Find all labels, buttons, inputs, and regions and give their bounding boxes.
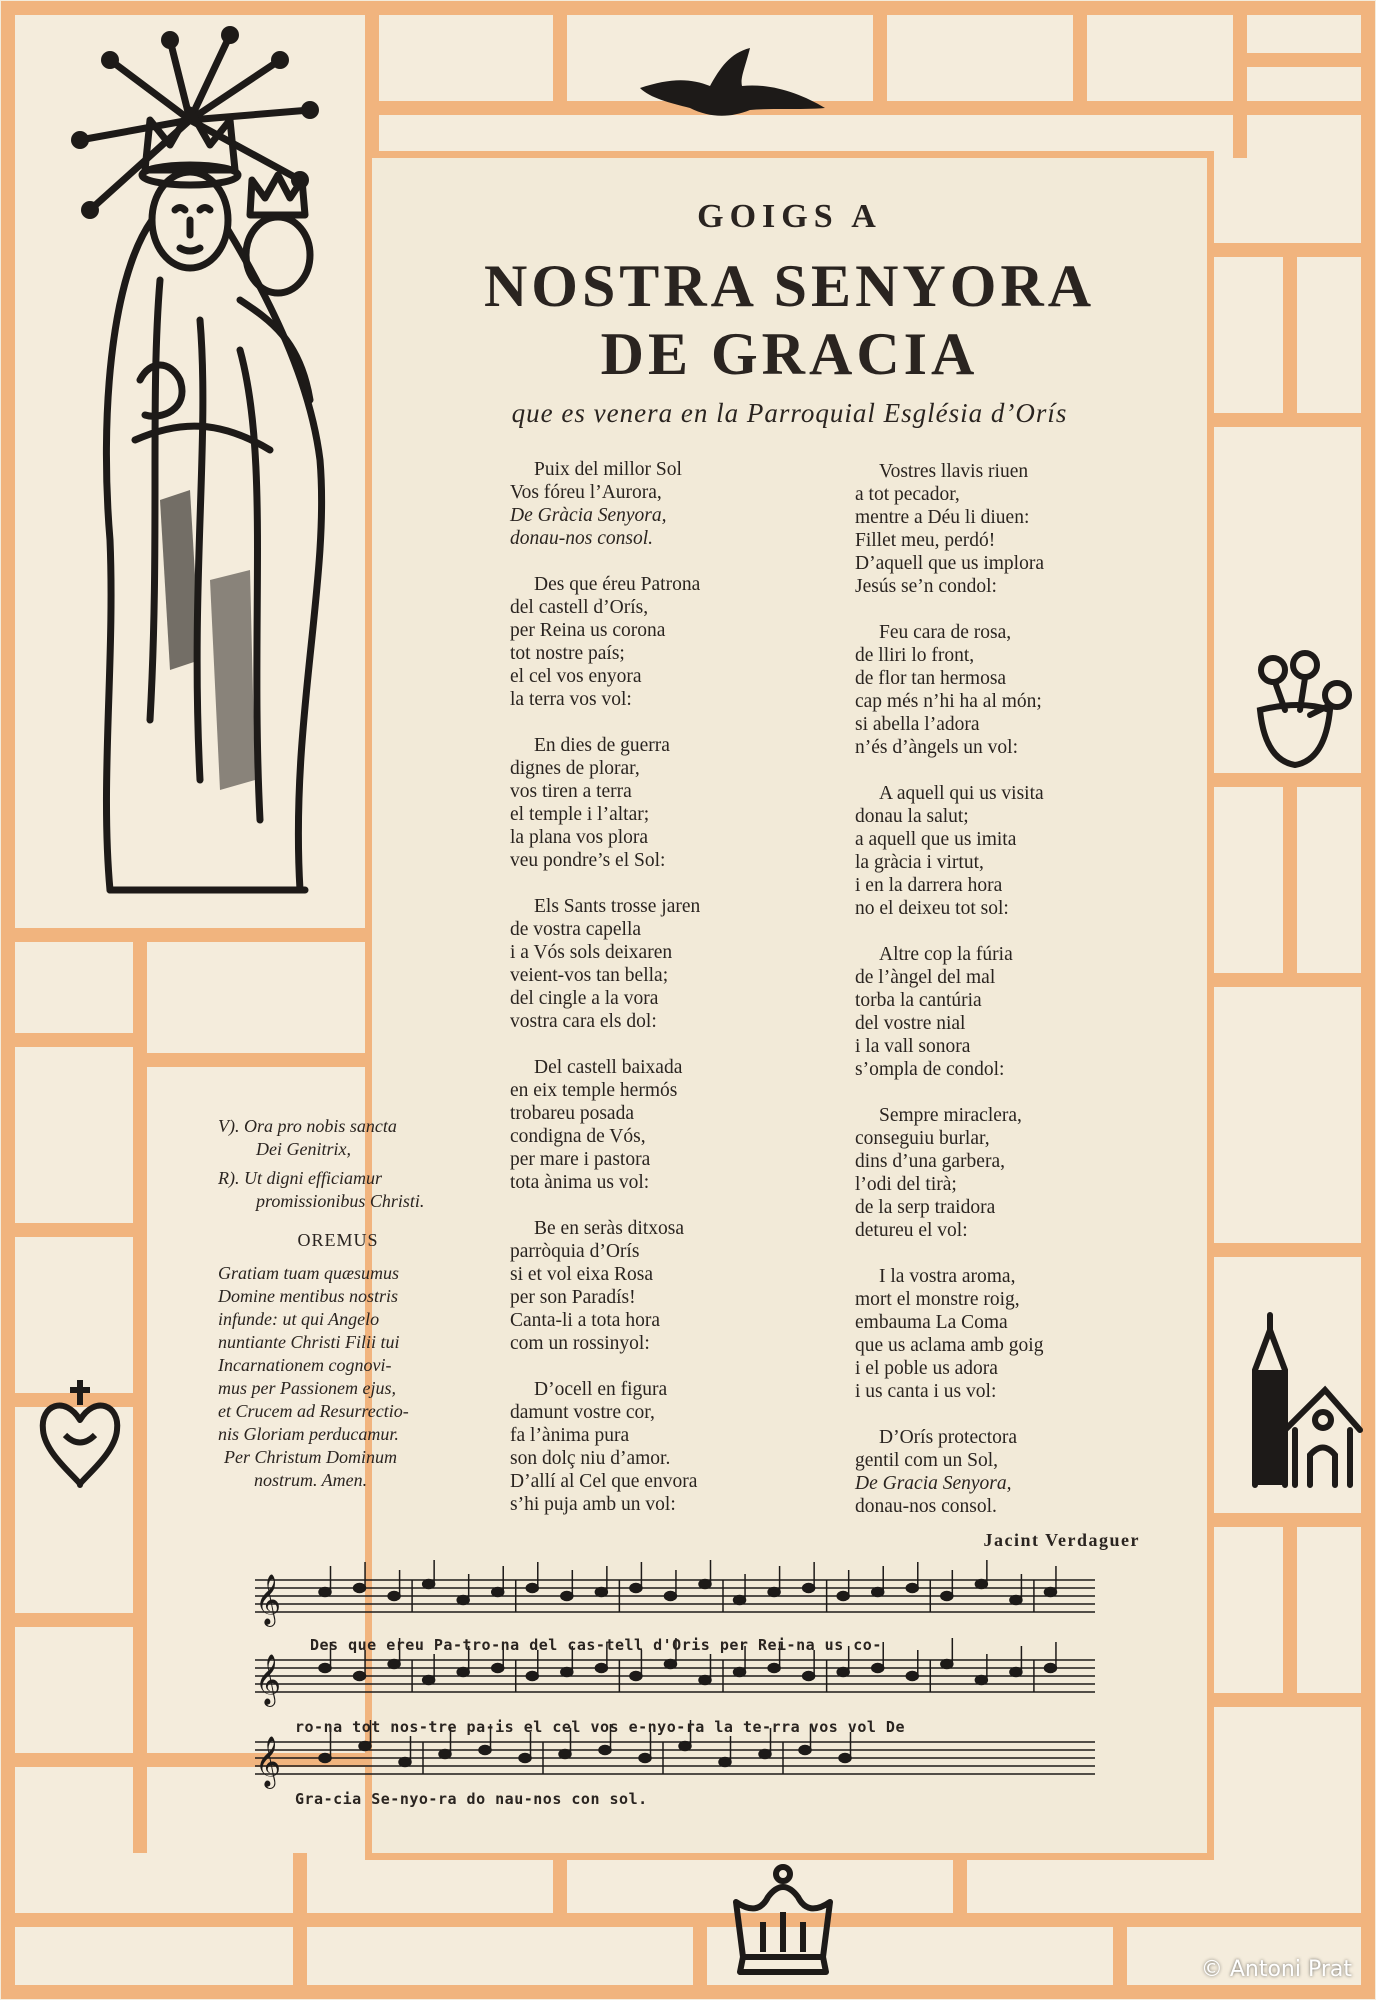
copyright-watermark: © Antoni Prat [1200, 1957, 1352, 1982]
verse-line: de la serp traidora [855, 1197, 996, 1218]
note-head [354, 1584, 366, 1593]
verse-line: per son Paradís! [510, 1287, 636, 1308]
note-head [319, 1664, 331, 1673]
verse-line: gentil com un Sol, [855, 1450, 998, 1471]
note-head [679, 1742, 691, 1751]
versicle [218, 1115, 458, 1161]
prayer-line: Gratiam tuam quæsumus [218, 1263, 400, 1283]
verse-line: D’aquell que us implora [855, 553, 1044, 574]
verse-line: i el poble us adora [855, 1358, 998, 1379]
note-head [423, 1676, 435, 1685]
latin-prayer [218, 1115, 458, 1492]
stanza [510, 458, 810, 550]
title-line-de-gracia: DE GRACIA [600, 321, 979, 387]
note-head [479, 1746, 491, 1755]
prayer-line: nostrum. Amen. [254, 1470, 368, 1490]
verse-line: de lliri lo front, [855, 645, 975, 666]
prayer-line: mus per Passionem ejus, [218, 1378, 396, 1398]
verse-line: donau-nos consol. [855, 1496, 997, 1517]
verse-line: i a Vós sols deixaren [510, 942, 673, 963]
note-head [639, 1754, 651, 1763]
verse-line: D’allí al Cel que envora [510, 1471, 698, 1492]
note-head [1010, 1668, 1022, 1677]
verse-line: i us canta i us vol: [855, 1381, 997, 1402]
response [218, 1167, 458, 1213]
verse-line: i la vall sonora [855, 1036, 971, 1057]
note-head [561, 1668, 573, 1677]
church-icon [1235, 1310, 1365, 1490]
verse-line: dignes de plorar, [510, 758, 640, 779]
versicle-line-1: V). Ora pro nobis sancta [218, 1116, 397, 1136]
verse-line: n’és d’àngels un vol: [855, 737, 1019, 758]
note-head [768, 1664, 780, 1673]
stanza [855, 943, 1155, 1081]
verse-line: si et vol eixa Rosa [510, 1264, 653, 1285]
prayer-line: infunde: ut qui Angelo [218, 1309, 380, 1329]
note-head [799, 1746, 811, 1755]
title-goigs: GOIGS A [697, 198, 882, 235]
verse-line: per mare i pastora [510, 1149, 651, 1170]
verse-line: a tot pecador, [855, 484, 960, 505]
prayer-line: Per Christum Dominum [224, 1447, 398, 1467]
note-head [526, 1584, 538, 1593]
verse-line: del castell d’Orís, [510, 597, 649, 618]
note-head [630, 1672, 642, 1681]
note-head [975, 1580, 987, 1589]
verse-line: D’ocell en figura [534, 1379, 668, 1400]
note-head [388, 1592, 400, 1601]
verse-line: s’ompla de condol: [855, 1059, 1005, 1080]
verse-line: D’Orís protectora [879, 1427, 1018, 1448]
note-head [388, 1660, 400, 1669]
author-signature: Jacint Verdaguer [983, 1530, 1140, 1550]
treble-clef-icon: 𝄞 [255, 1736, 282, 1787]
note-head [872, 1588, 884, 1597]
flower-vase-icon [1245, 650, 1355, 770]
verse-line: Jesús se’n condol: [855, 576, 997, 597]
prayer-line: Incarnationem cognovi- [218, 1355, 392, 1375]
verse-line: damunt vostre cor, [510, 1402, 655, 1423]
note-head [839, 1754, 851, 1763]
stanza [855, 1104, 1155, 1242]
verse-line: embauma La Coma [855, 1312, 1008, 1333]
subtitle: que es venera en la Parroquial Església d’Orís [511, 398, 1068, 428]
stanza [510, 1056, 810, 1194]
verse-line: s’hi puja amb un vol: [510, 1494, 676, 1515]
stanza [855, 1265, 1155, 1403]
title-line-nostra-senyora: NOSTRA SENYORA [483, 253, 1096, 319]
verse-line: de l’àngel del mal [855, 967, 996, 988]
verse-line: el temple i l’altar; [510, 804, 650, 825]
verse-line: i en la darrera hora [855, 875, 1003, 896]
note-head [803, 1672, 815, 1681]
verse-line: trobareu posada [510, 1103, 634, 1124]
stanza [510, 1217, 810, 1355]
crown-icon [728, 1862, 838, 1987]
note-head [319, 1588, 331, 1597]
verse-line: vos tiren a terra [510, 781, 632, 802]
staff-3 [255, 1742, 1095, 1774]
verse-line: donau la salut; [855, 806, 969, 827]
note-head [630, 1584, 642, 1593]
verse-line: En dies de guerra [534, 735, 670, 756]
verse-line: si abella l’adora [855, 714, 980, 735]
note-head [906, 1672, 918, 1681]
note-head [492, 1664, 504, 1673]
verse-line: mort el monstre roig, [855, 1289, 1020, 1310]
note-head [359, 1742, 371, 1751]
prayer-line: et Crucem ad Resurrectio- [218, 1401, 409, 1421]
note-head [759, 1750, 771, 1759]
note-head [906, 1584, 918, 1593]
note-head [561, 1592, 573, 1601]
note-head [492, 1588, 504, 1597]
note-head [734, 1596, 746, 1605]
verse-line: veient-vos tan bella; [510, 965, 669, 986]
note-head [354, 1672, 366, 1681]
note-head [664, 1660, 676, 1669]
verse-line: que us aclama amb goig [855, 1335, 1044, 1356]
verse-line: De Gràcia Senyora, [510, 505, 667, 526]
verse-line: vostra cara els dol: [510, 1011, 657, 1032]
prayer-line: nis Gloriam perducamur. [218, 1424, 399, 1444]
verse-line: Puix del millor Sol [534, 459, 682, 480]
stanza [510, 895, 810, 1033]
stanza [855, 1426, 1155, 1518]
response-line-2: promissionibus Christi. [256, 1191, 425, 1211]
lyric-line-2: ro-na tot nos-tre pa-is el cel vos e-nyo-ra la te-rra vos vol De [295, 1718, 905, 1736]
note-head [423, 1580, 435, 1589]
stanza [855, 782, 1155, 920]
lyric-line-3: Gra-cia Se-nyo-ra do nau-nos con sol. [295, 1790, 648, 1808]
verse-line: son dolç niu d’amor. [510, 1448, 671, 1469]
prayer-line: nuntiante Christi Filii tui [218, 1332, 400, 1352]
verse-line: Vostres llavis riuen [879, 461, 1029, 482]
verse-line: tot nostre país; [510, 643, 625, 664]
dove-icon [630, 38, 830, 128]
note-head [768, 1588, 780, 1597]
verse-line: Des que éreu Patrona [534, 574, 701, 595]
note-head [559, 1750, 571, 1759]
versicle-line-2: Dei Genitrix, [256, 1139, 351, 1159]
stanza [855, 460, 1155, 598]
verse-line: Be en seràs ditxosa [534, 1218, 685, 1239]
verse-line: fa l’ànima pura [510, 1425, 630, 1446]
note-head [457, 1668, 469, 1677]
verse-line: De Gracia Senyora, [855, 1473, 1012, 1494]
verse-line: de vostra capella [510, 919, 642, 940]
note-head [457, 1596, 469, 1605]
lyric-line-1: Des que ereu Pa-tro-na del cas-tell d'Oris per Rei-na us co- [310, 1636, 882, 1654]
verse-line: Canta-li a tota hora [510, 1310, 660, 1331]
verse-line: condigna de Vós, [510, 1126, 646, 1147]
note-head [519, 1754, 531, 1763]
verse-line: l’odi del tirà; [855, 1174, 957, 1195]
note-head [1044, 1588, 1056, 1597]
note-head [599, 1746, 611, 1755]
verse-line: del vostre nial [855, 1013, 966, 1034]
verse-line: Els Sants trosse jaren [534, 896, 701, 917]
verse-line: a aquell que us imita [855, 829, 1017, 850]
verse-line: Fillet meu, perdó! [855, 530, 996, 551]
verse-line: veu pondre’s el Sol: [510, 850, 666, 871]
verse-line: dins d’una garbera, [855, 1151, 1005, 1172]
verse-line: mentre a Déu li diuen: [855, 507, 1030, 528]
verse-column-left [510, 458, 810, 1539]
verse-line: A aquell qui us visita [879, 783, 1044, 804]
verse-line: la terra vos vol: [510, 689, 632, 710]
note-head [872, 1664, 884, 1673]
verse-line: com un rossinyol: [510, 1333, 650, 1354]
verse-line: la plana vos plora [510, 827, 649, 848]
sacred-heart-icon [35, 1375, 125, 1490]
note-head [699, 1676, 711, 1685]
note-head [595, 1588, 607, 1597]
treble-clef-icon: 𝄞 [255, 1654, 282, 1705]
stanza [510, 734, 810, 872]
note-head [837, 1668, 849, 1677]
verse-line: Sempre miraclera, [879, 1105, 1022, 1126]
verse-line: torba la cantúria [855, 990, 982, 1011]
verse-line: I la vostra aroma, [879, 1266, 1016, 1287]
verse-line: de flor tan hermosa [855, 668, 1007, 689]
verse-line: donau-nos consol. [510, 528, 653, 549]
verse-line: Del castell baixada [534, 1057, 683, 1078]
note-head [699, 1580, 711, 1589]
stanza [855, 621, 1155, 759]
note-head [1010, 1596, 1022, 1605]
note-head [719, 1758, 731, 1767]
verse-line: la gràcia i virtut, [855, 852, 984, 873]
note-head [734, 1668, 746, 1677]
verse-line: Altre cop la fúria [879, 944, 1013, 965]
oremus-heading: OREMUS [297, 1230, 379, 1250]
note-head [399, 1758, 411, 1767]
verse-line: del cingle a la vora [510, 988, 659, 1009]
note-head [941, 1660, 953, 1669]
verse-line: Vos fóreu l’Aurora, [510, 482, 662, 503]
verse-line: no el deixeu tot sol: [855, 898, 1009, 919]
verse-line: tota ànima us vol: [510, 1172, 650, 1193]
title-main [372, 252, 1207, 388]
verse-line: cap més n’hi ha al món; [855, 691, 1042, 712]
note-head [595, 1664, 607, 1673]
virgin-and-child-woodcut-icon [40, 20, 360, 920]
verse-column-right [855, 460, 1155, 1541]
verse-line: en eix temple hermós [510, 1080, 678, 1101]
note-head [1044, 1664, 1056, 1673]
treble-clef-icon: 𝄞 [255, 1574, 282, 1625]
note-head [803, 1584, 815, 1593]
response-line-1: R). Ut digni efficiamur [218, 1168, 382, 1188]
note-head [941, 1592, 953, 1601]
verse-line: per Reina us corona [510, 620, 666, 641]
prayer-line: Domine mentibus nostris [218, 1286, 398, 1306]
note-head [837, 1592, 849, 1601]
note-head [439, 1750, 451, 1759]
music-score [255, 1560, 1105, 1820]
verse-line: el cel vos enyora [510, 666, 642, 687]
verse-line: parròquia d’Orís [510, 1241, 640, 1262]
note-head [526, 1672, 538, 1681]
note-head [664, 1592, 676, 1601]
note-head [319, 1754, 331, 1763]
note-head [975, 1676, 987, 1685]
verse-line: Feu cara de rosa, [879, 622, 1012, 643]
stanza [510, 573, 810, 711]
verse-line: detureu el vol: [855, 1220, 968, 1241]
prayer-text [218, 1262, 458, 1492]
stanza [510, 1378, 810, 1516]
verse-line: conseguiu burlar, [855, 1128, 990, 1149]
